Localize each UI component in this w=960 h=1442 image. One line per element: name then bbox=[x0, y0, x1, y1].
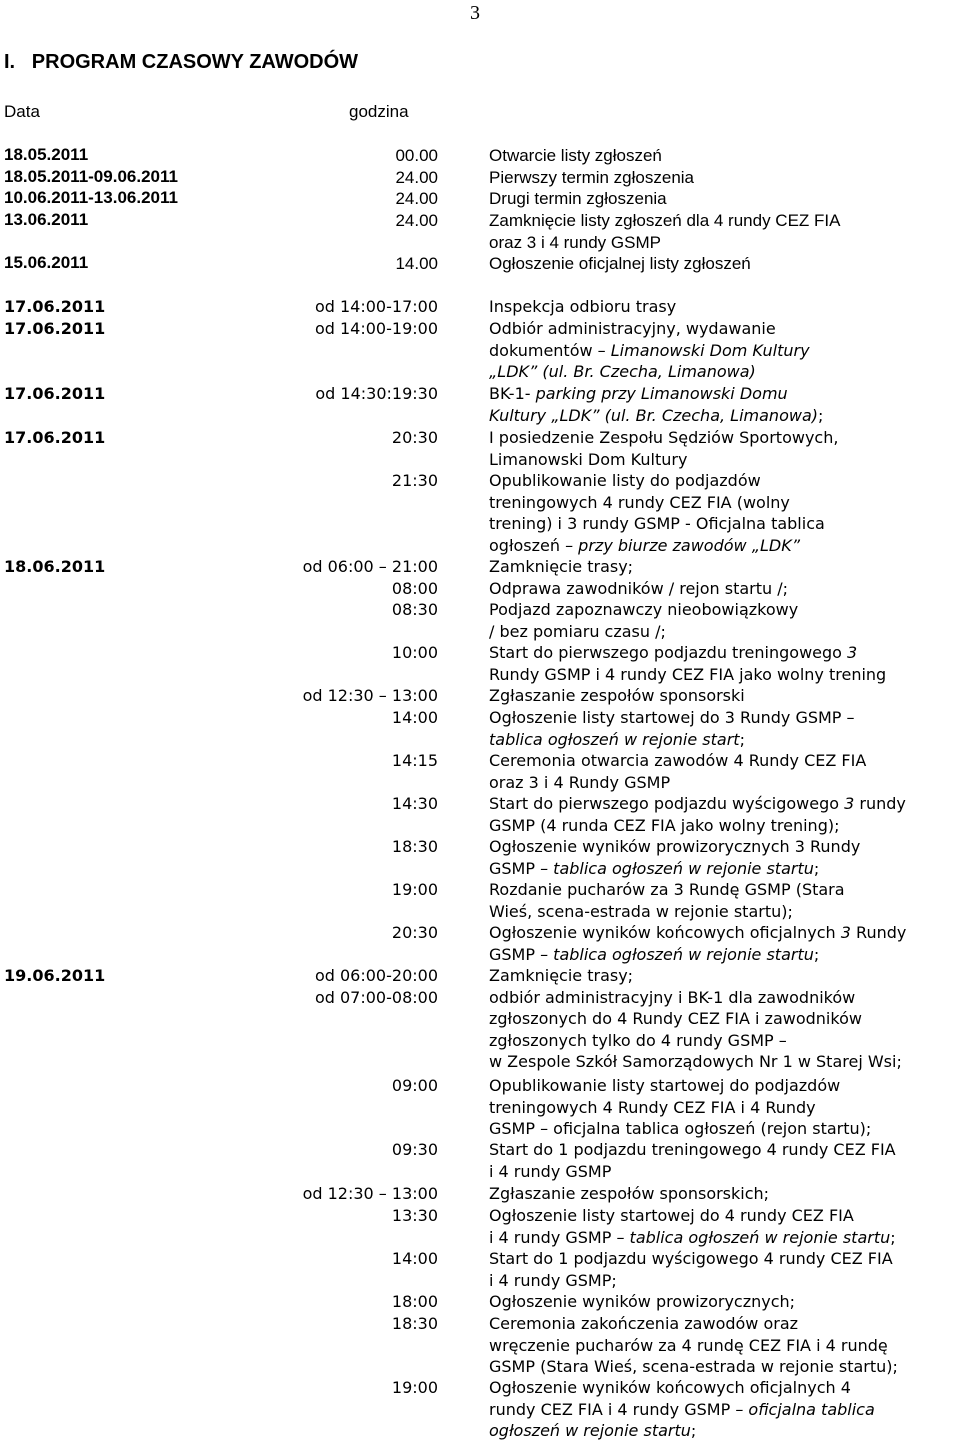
entry-time bbox=[278, 1139, 438, 1161]
entry-description bbox=[489, 922, 959, 965]
entry-description bbox=[489, 253, 959, 275]
text-segment: „LDK” (ul. Br. Czecha, Limanowa) bbox=[489, 362, 756, 381]
description-line bbox=[489, 296, 959, 318]
text-segment: – przy biurze zawodów „LDK” bbox=[565, 535, 801, 555]
time-line: 13:30 bbox=[391, 1206, 438, 1225]
description-line bbox=[489, 361, 959, 383]
entry-date: 17.06.2011 bbox=[4, 319, 106, 338]
text-segment: Limanowski Dom Kultury bbox=[610, 340, 810, 360]
description-line bbox=[489, 513, 959, 535]
text-segment: i 4 rundy GSMP; bbox=[489, 1270, 617, 1290]
description-line bbox=[489, 535, 959, 557]
entry-description bbox=[489, 210, 959, 253]
entry-description bbox=[489, 188, 959, 210]
description-line bbox=[489, 642, 959, 664]
text-segment: Zamknięcie trasy; bbox=[489, 557, 634, 576]
description-line bbox=[489, 1248, 959, 1270]
entry-time bbox=[278, 836, 438, 858]
text-segment: GSMP (4 runda CEZ FIA jako wolny trening); bbox=[489, 815, 840, 835]
entry-description bbox=[489, 1248, 959, 1291]
text-segment: BK-1- bbox=[489, 384, 536, 403]
description-line bbox=[489, 750, 959, 772]
entry-time bbox=[278, 685, 438, 707]
text-segment: Start do 1 podjazdu wyścigowego 4 rundy CEZ FIA bbox=[489, 1249, 893, 1268]
text-segment: Zamknięcie trasy; bbox=[489, 966, 634, 985]
text-segment: Odprawa zawodników / rejon startu /; bbox=[489, 579, 789, 598]
description-line bbox=[489, 879, 959, 901]
description-line bbox=[489, 836, 959, 858]
text-segment: Zgłaszanie zespołów sponsorskich; bbox=[489, 1184, 770, 1203]
text-segment: Kultury „LDK” (ul. Br. Czecha, Limanowa) bbox=[489, 405, 818, 425]
entry-description bbox=[489, 145, 959, 167]
text-segment: Ceremonia otwarcia zawodów 4 Rundy CEZ FIA bbox=[489, 751, 867, 770]
description-line bbox=[489, 858, 959, 880]
description-line bbox=[489, 1356, 959, 1378]
time-line: 14:00 bbox=[391, 708, 438, 727]
text-segment: Opublikowanie listy startowej do podjazdów bbox=[489, 1076, 841, 1095]
description-line bbox=[489, 815, 959, 837]
text-segment: Drugi termin zgłoszenia bbox=[489, 189, 667, 208]
time-line: 14:30 bbox=[391, 794, 438, 813]
description-line bbox=[489, 1205, 959, 1227]
entry-description bbox=[489, 167, 959, 189]
time-line: 19:00 bbox=[391, 880, 438, 899]
description-line bbox=[489, 599, 959, 621]
entry-time bbox=[278, 145, 438, 167]
text-segment: Limanowski Dom Kultury bbox=[489, 449, 688, 469]
text-segment: Start do pierwszego podjazdu wyścigowego bbox=[489, 794, 845, 813]
description-line bbox=[489, 1097, 959, 1119]
description-line bbox=[489, 1313, 959, 1335]
entry-date: 10.06.2011-13.06.2011 bbox=[4, 188, 178, 207]
section-heading: I. PROGRAM CZASOWY ZAWODÓW bbox=[4, 51, 359, 73]
text-segment: Ogłoszenie wyników prowizorycznych; bbox=[489, 1292, 796, 1311]
description-line bbox=[489, 340, 959, 362]
entry-description bbox=[489, 578, 959, 600]
description-line bbox=[489, 1291, 959, 1313]
entry-description bbox=[489, 1075, 959, 1140]
entry-description bbox=[489, 1139, 959, 1182]
time-line: 19:00 bbox=[391, 1378, 438, 1397]
description-line bbox=[489, 621, 959, 643]
time-line: 20:30 bbox=[391, 923, 438, 942]
text-segment: GSMP – oficjalna tablica ogłoszeń (rejon startu); bbox=[489, 1119, 872, 1138]
entry-time bbox=[278, 1313, 438, 1335]
text-segment: – tablica ogłoszeń w rejonie startu bbox=[616, 1227, 891, 1247]
description-line bbox=[489, 1335, 959, 1357]
text-segment: Ogłoszenie wyników prowizorycznych 3 Rundy bbox=[489, 837, 861, 856]
time-column-label: godzina bbox=[349, 102, 409, 121]
text-segment: Ogłoszenie oficjalnej listy zgłoszeń bbox=[489, 254, 751, 273]
entry-description bbox=[489, 318, 959, 383]
text-segment: tablica ogłoszeń w rejonie start bbox=[489, 729, 740, 749]
text-segment: treningowych 4 Rundy CEZ FIA i 4 Rundy bbox=[489, 1097, 816, 1117]
description-line bbox=[489, 449, 959, 471]
entry-time bbox=[278, 167, 438, 189]
entry-time bbox=[278, 707, 438, 729]
entry-date: 13.06.2011 bbox=[4, 210, 89, 229]
entry-time bbox=[278, 383, 438, 405]
description-line bbox=[489, 772, 959, 794]
description-line bbox=[489, 318, 959, 340]
entry-time bbox=[278, 470, 438, 492]
text-segment: Opublikowanie listy do podjazdów bbox=[489, 471, 761, 490]
text-segment: ; bbox=[813, 944, 820, 964]
entry-time bbox=[278, 1248, 438, 1270]
text-segment: 3 bbox=[847, 643, 858, 662]
description-line bbox=[489, 1075, 959, 1097]
text-segment: oraz 3 i 4 rundy GSMP bbox=[489, 232, 661, 252]
text-segment: odbiór administracyjny i BK-1 dla zawodników bbox=[489, 987, 856, 1007]
time-line: 18:00 bbox=[391, 1292, 438, 1311]
text-segment: Ogłoszenie listy startowej do 3 Rundy GSMP – bbox=[489, 708, 855, 727]
entry-time bbox=[278, 253, 438, 275]
text-segment: – tablica ogłoszeń w rejonie startu bbox=[540, 944, 814, 964]
description-line bbox=[489, 405, 959, 427]
description-line bbox=[489, 427, 959, 449]
description-line bbox=[489, 1139, 959, 1161]
entry-date: 17.06.2011 bbox=[4, 384, 106, 403]
time-line: od 14:00-19:00 bbox=[314, 319, 438, 338]
description-line bbox=[489, 470, 959, 492]
entry-time bbox=[278, 296, 438, 318]
entry-time bbox=[278, 556, 438, 578]
text-segment: Ogłoszenie wyników końcowych oficjalnych bbox=[489, 923, 841, 942]
entry-description bbox=[489, 1183, 959, 1205]
text-segment: ; bbox=[690, 1421, 697, 1440]
description-line bbox=[489, 1399, 959, 1421]
time-line: 14:15 bbox=[391, 751, 438, 770]
description-line bbox=[489, 685, 959, 707]
entry-description bbox=[489, 427, 959, 470]
entry-date: 17.06.2011 bbox=[4, 297, 106, 316]
text-segment: Wieś, scena-estrada w rejonie startu); bbox=[489, 901, 793, 921]
entry-time bbox=[278, 578, 438, 600]
description-line bbox=[489, 901, 959, 923]
entry-description bbox=[489, 556, 959, 578]
entry-time bbox=[278, 793, 438, 815]
description-line bbox=[489, 987, 959, 1009]
description-line bbox=[489, 1030, 959, 1052]
text-segment: / bez pomiaru czasu /; bbox=[489, 621, 666, 641]
text-segment: rundy bbox=[854, 794, 906, 813]
text-segment: Pierwszy termin zgłoszenia bbox=[489, 168, 695, 187]
text-segment: Zamknięcie listy zgłoszeń dla 4 rundy CEZ FIA bbox=[489, 211, 841, 230]
time-line: od 06:00 – 21:00 bbox=[302, 557, 438, 576]
text-segment: Zgłaszanie zespołów sponsorski bbox=[489, 686, 745, 705]
entry-description bbox=[489, 1377, 959, 1442]
time-line: 14.00 bbox=[395, 254, 438, 273]
entry-date: 17.06.2011 bbox=[4, 428, 106, 447]
description-line bbox=[489, 1227, 959, 1249]
text-segment: zgłoszonych tylko do 4 rundy GSMP – bbox=[489, 1030, 787, 1050]
description-line bbox=[489, 1377, 959, 1399]
time-line: 24.00 bbox=[395, 189, 438, 208]
description-line bbox=[489, 1051, 959, 1073]
entry-time bbox=[278, 965, 438, 1008]
entry-description bbox=[489, 707, 959, 750]
entry-date: 18.05.2011 bbox=[4, 145, 89, 164]
entry-description bbox=[489, 642, 959, 685]
description-line bbox=[489, 492, 959, 514]
entry-description bbox=[489, 599, 959, 642]
text-segment: Ogłoszenie listy startowej do 4 rundy CEZ FIA bbox=[489, 1206, 854, 1225]
time-line: 18:30 bbox=[391, 1314, 438, 1333]
entry-time bbox=[278, 642, 438, 664]
description-line bbox=[489, 253, 959, 275]
text-segment: i 4 rundy GSMP bbox=[489, 1227, 617, 1247]
description-line bbox=[489, 965, 959, 987]
description-line bbox=[489, 556, 959, 578]
text-segment: I posiedzenie Zespołu Sędziów Sportowych, bbox=[489, 428, 839, 447]
text-segment: Start do 1 podjazdu treningowego 4 rundy CEZ FIA bbox=[489, 1140, 896, 1159]
text-segment: Otwarcie listy zgłoszeń bbox=[489, 146, 662, 165]
entry-description bbox=[489, 1291, 959, 1313]
entry-time bbox=[278, 922, 438, 944]
entry-time bbox=[278, 427, 438, 449]
text-segment: ogłoszeń bbox=[489, 535, 566, 555]
entry-date: 15.06.2011 bbox=[4, 253, 89, 272]
time-line: 18:30 bbox=[391, 837, 438, 856]
entry-description bbox=[489, 793, 959, 836]
entry-time bbox=[278, 188, 438, 210]
text-segment: Rundy bbox=[850, 923, 907, 942]
description-line bbox=[489, 167, 959, 189]
description-line bbox=[489, 1183, 959, 1205]
text-segment: – tablica ogłoszeń w rejonie startu bbox=[540, 858, 814, 878]
text-segment: treningowych 4 rundy CEZ FIA (wolny bbox=[489, 492, 790, 512]
entry-description bbox=[489, 470, 959, 556]
time-line: od 07:00-08:00 bbox=[314, 987, 438, 1007]
entry-time bbox=[278, 599, 438, 621]
entry-time bbox=[278, 750, 438, 772]
entry-time bbox=[278, 210, 438, 232]
description-line bbox=[489, 232, 959, 254]
time-line: od 12:30 – 13:00 bbox=[302, 1184, 438, 1203]
entry-date: 18.05.2011-09.06.2011 bbox=[4, 167, 178, 186]
description-line bbox=[489, 707, 959, 729]
time-line: 24.00 bbox=[395, 168, 438, 187]
entry-description bbox=[489, 750, 959, 793]
text-segment: w Zespole Szkół Samorządowych Nr 1 w Starej Wsi; bbox=[489, 1052, 902, 1071]
description-line bbox=[489, 1420, 959, 1442]
description-line bbox=[489, 922, 959, 944]
text-segment: Ceremonia zakończenia zawodów oraz bbox=[489, 1314, 799, 1333]
time-line: 21:30 bbox=[391, 471, 438, 490]
entry-time bbox=[278, 879, 438, 901]
text-segment: ; bbox=[739, 729, 745, 749]
entry-time bbox=[278, 318, 438, 340]
entry-time bbox=[278, 1377, 438, 1399]
description-line bbox=[489, 188, 959, 210]
time-line: od 14:30:19:30 bbox=[315, 384, 438, 403]
text-segment: – oficjalna tablica bbox=[735, 1399, 875, 1419]
text-segment: i 4 rundy GSMP bbox=[489, 1161, 612, 1181]
page-number: 3 bbox=[470, 2, 480, 24]
text-segment: oraz 3 i 4 Rundy GSMP bbox=[489, 772, 671, 792]
description-line bbox=[489, 1008, 959, 1030]
entry-description bbox=[489, 836, 959, 879]
text-segment: trening) i 3 rundy GSMP - Oficjalna tablica bbox=[489, 514, 825, 533]
text-segment: rundy CEZ FIA i 4 rundy GSMP bbox=[489, 1399, 736, 1419]
entry-description bbox=[489, 383, 959, 426]
description-line bbox=[489, 793, 959, 815]
entry-description bbox=[489, 965, 959, 1073]
time-line: 08:00 bbox=[391, 579, 438, 598]
entry-description bbox=[489, 296, 959, 318]
text-segment: ogłoszeń w rejonie startu bbox=[489, 1421, 691, 1440]
text-segment: Start do pierwszego podjazdu treningowego bbox=[489, 643, 848, 662]
time-line: 00.00 bbox=[395, 146, 438, 165]
entry-time bbox=[278, 1075, 438, 1097]
description-line bbox=[489, 1118, 959, 1140]
entry-description bbox=[489, 1205, 959, 1248]
text-segment: Rozdanie pucharów za 3 Rundę GSMP (Stara bbox=[489, 880, 845, 899]
description-line bbox=[489, 1270, 959, 1292]
text-segment: GSMP bbox=[489, 944, 541, 964]
text-segment: dokumentów – bbox=[489, 340, 611, 360]
text-segment: ; bbox=[817, 405, 824, 425]
text-segment: Ogłoszenie wyników końcowych oficjalnych 4 bbox=[489, 1378, 851, 1397]
time-line: od 12:30 – 13:00 bbox=[302, 686, 438, 705]
entry-date: 19.06.2011 bbox=[4, 966, 106, 985]
text-segment: parking przy Limanowski Domu bbox=[535, 384, 788, 403]
entry-description bbox=[489, 685, 959, 707]
text-segment: 3 bbox=[840, 923, 851, 942]
text-segment: Inspekcja odbioru trasy bbox=[489, 297, 677, 316]
entry-description bbox=[489, 1313, 959, 1378]
text-segment: wręczenie pucharów za 4 rundę CEZ FIA i 4 rundę bbox=[489, 1335, 888, 1355]
text-segment: ; bbox=[813, 858, 820, 878]
time-line: od 14:00-17:00 bbox=[314, 297, 438, 316]
entry-time bbox=[278, 1291, 438, 1313]
entry-time bbox=[278, 1205, 438, 1227]
text-segment: zgłoszonych do 4 Rundy CEZ FIA i zawodników bbox=[489, 1009, 862, 1028]
time-line: 14:00 bbox=[391, 1249, 438, 1268]
time-line: od 06:00-20:00 bbox=[314, 966, 438, 985]
entry-date: 18.06.2011 bbox=[4, 557, 106, 576]
description-line bbox=[489, 664, 959, 686]
time-line: 09:00 bbox=[391, 1076, 438, 1095]
text-segment: ; bbox=[890, 1227, 896, 1247]
time-line: 20:30 bbox=[391, 428, 438, 447]
text-segment: GSMP bbox=[489, 858, 541, 878]
text-segment: Rundy GSMP i 4 rundy CEZ FIA jako wolny trening bbox=[489, 664, 887, 684]
time-line: 08:30 bbox=[391, 600, 438, 619]
description-line bbox=[489, 1161, 959, 1183]
description-line bbox=[489, 210, 959, 232]
text-segment: 3 bbox=[844, 794, 855, 813]
entry-time bbox=[278, 1183, 438, 1205]
text-segment: GSMP (Stara Wieś, scena-estrada w rejonie startu); bbox=[489, 1357, 898, 1376]
text-segment: Odbiór administracyjny, wydawanie bbox=[489, 319, 776, 338]
description-line bbox=[489, 383, 959, 405]
text-segment: Podjazd zapoznawczy nieobowiązkowy bbox=[489, 600, 799, 619]
description-line bbox=[489, 729, 959, 751]
description-line bbox=[489, 578, 959, 600]
time-line: 24.00 bbox=[395, 211, 438, 230]
entry-description bbox=[489, 879, 959, 922]
time-line: 10:00 bbox=[391, 643, 438, 662]
description-line bbox=[489, 145, 959, 167]
date-column-label: Data bbox=[4, 102, 40, 121]
description-line bbox=[489, 944, 959, 966]
time-line: 09:30 bbox=[391, 1140, 438, 1159]
